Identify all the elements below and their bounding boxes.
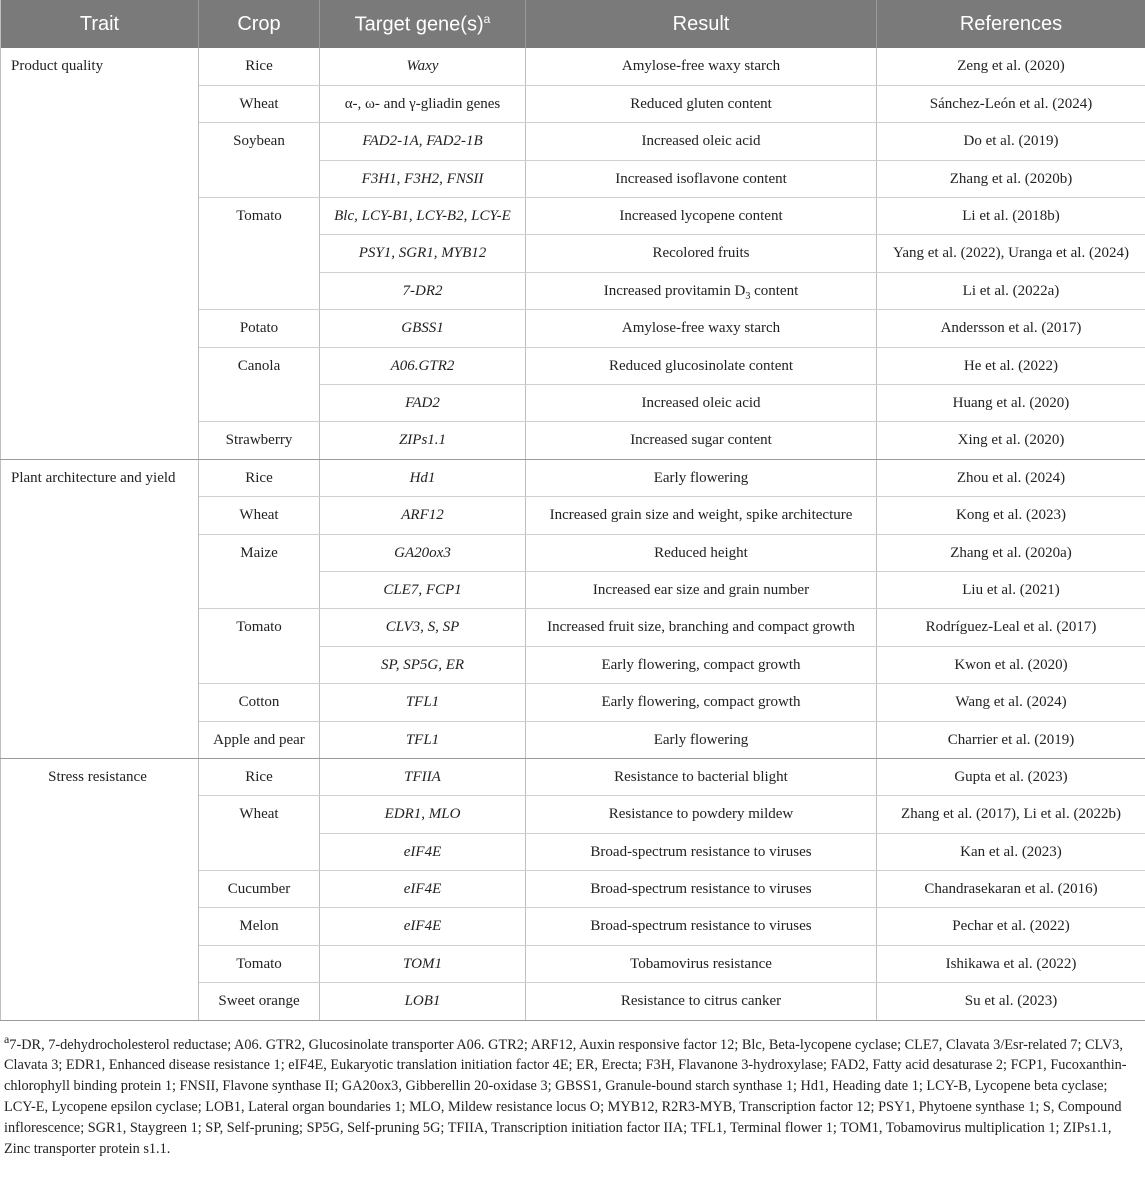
reference-cell: Zhou et al. (2024) bbox=[877, 459, 1145, 496]
crop-cell: Apple and pear bbox=[199, 721, 320, 758]
result-cell: Amylose-free waxy starch bbox=[526, 310, 877, 347]
gene-cell: 7-DR2 bbox=[320, 272, 526, 309]
gene-cell: FAD2-1A, FAD2-1B bbox=[320, 123, 526, 160]
reference-cell: Liu et al. (2021) bbox=[877, 571, 1145, 608]
gene-cell: eIF4E bbox=[320, 871, 526, 908]
crop-cell: Tomato bbox=[199, 609, 320, 684]
header-target-genes: Target $gene(s)^a$ bbox=[320, 0, 526, 48]
trait-cell: Product quality bbox=[1, 48, 199, 459]
result-cell: Broad-spectrum resistance to viruses bbox=[526, 833, 877, 870]
result-cell: Reduced gluten content bbox=[526, 85, 877, 122]
gene-cell: SP, SP5G, ER bbox=[320, 646, 526, 683]
reference-cell: Charrier et al. (2019) bbox=[877, 721, 1145, 758]
result-cell: Increased oleic acid bbox=[526, 385, 877, 422]
gene-cell: FAD2 bbox=[320, 385, 526, 422]
result-cell: Tobamovirus resistance bbox=[526, 945, 877, 982]
table-footnote bbox=[0, 1021, 1145, 1161]
crop-cell: Wheat bbox=[199, 796, 320, 871]
crop-cell: Melon bbox=[199, 908, 320, 945]
gene-cell: EDR1, MLO bbox=[320, 796, 526, 833]
result-cell: Reduced glucosinolate content bbox=[526, 347, 877, 384]
result-cell: Increased provitamin $D_3$ content bbox=[526, 272, 877, 309]
crop-cell: Cotton bbox=[199, 684, 320, 721]
gene-cell: GA20ox3 bbox=[320, 534, 526, 571]
crop-cell: Wheat bbox=[199, 85, 320, 122]
header-result: Result bbox=[526, 0, 877, 48]
reference-cell: Huang et al. (2020) bbox=[877, 385, 1145, 422]
result-cell: Resistance to citrus canker bbox=[526, 983, 877, 1020]
result-cell: Resistance to bacterial blight bbox=[526, 758, 877, 795]
trait-cell: Plant architecture and yield bbox=[1, 459, 199, 758]
result-cell: Resistance to powdery mildew bbox=[526, 796, 877, 833]
result-cell: Increased lycopene content bbox=[526, 198, 877, 235]
gene-cell: LOB1 bbox=[320, 983, 526, 1020]
gene-cell: ARF12 bbox=[320, 497, 526, 534]
reference-cell: Do et al. (2019) bbox=[877, 123, 1145, 160]
result-cell: Early flowering, compact growth bbox=[526, 684, 877, 721]
result-cell: Early flowering bbox=[526, 721, 877, 758]
crop-cell: Rice bbox=[199, 758, 320, 795]
crop-cell: Tomato bbox=[199, 198, 320, 310]
gene-cell: eIF4E bbox=[320, 833, 526, 870]
header-crop: Crop bbox=[199, 0, 320, 48]
reference-cell: Li et al. (2018b) bbox=[877, 198, 1145, 235]
crop-cell: Rice bbox=[199, 48, 320, 85]
result-cell: Reduced height bbox=[526, 534, 877, 571]
gene-cell: TOM1 bbox=[320, 945, 526, 982]
header-row bbox=[1, 0, 1145, 48]
crop-cell: Strawberry bbox=[199, 422, 320, 459]
gene-cell: α-, ω- and γ-gliadin genes bbox=[320, 85, 526, 122]
reference-cell: Ishikawa et al. (2022) bbox=[877, 945, 1145, 982]
gene-cell: PSY1, SGR1, MYB12 bbox=[320, 235, 526, 272]
reference-cell: Sánchez-León et al. (2024) bbox=[877, 85, 1145, 122]
crop-cell: Rice bbox=[199, 459, 320, 496]
reference-cell: Kan et al. (2023) bbox=[877, 833, 1145, 870]
result-cell: Broad-spectrum resistance to viruses bbox=[526, 908, 877, 945]
reference-cell: Chandrasekaran et al. (2016) bbox=[877, 871, 1145, 908]
reference-cell: Wang et al. (2024) bbox=[877, 684, 1145, 721]
reference-cell: Zeng et al. (2020) bbox=[877, 48, 1145, 85]
crop-cell: Potato bbox=[199, 310, 320, 347]
reference-cell: Zhang et al. (2020a) bbox=[877, 534, 1145, 571]
gene-cell: Hd1 bbox=[320, 459, 526, 496]
result-cell: Increased grain size and weight, spike architecture bbox=[526, 497, 877, 534]
footnote-marker: a bbox=[4, 1031, 10, 1046]
reference-cell: Su et al. (2023) bbox=[877, 983, 1145, 1020]
reference-cell: Xing et al. (2020) bbox=[877, 422, 1145, 459]
table-row bbox=[1, 758, 1145, 795]
reference-cell: Gupta et al. (2023) bbox=[877, 758, 1145, 795]
reference-cell: Yang et al. (2022), Uranga et al. (2024) bbox=[877, 235, 1145, 272]
reference-cell: Rodríguez-Leal et al. (2017) bbox=[877, 609, 1145, 646]
gene-cell: Waxy bbox=[320, 48, 526, 85]
reference-cell: Zhang et al. (2017), Li et al. (2022b) bbox=[877, 796, 1145, 833]
crop-cell: Canola bbox=[199, 347, 320, 422]
table-row bbox=[1, 48, 1145, 85]
reference-cell: Andersson et al. (2017) bbox=[877, 310, 1145, 347]
reference-cell: He et al. (2022) bbox=[877, 347, 1145, 384]
header-references: References bbox=[877, 0, 1145, 48]
gene-cell: F3H1, F3H2, FNSII bbox=[320, 160, 526, 197]
gene-cell: ZIPs1.1 bbox=[320, 422, 526, 459]
result-cell: Increased fruit size, branching and compact growth bbox=[526, 609, 877, 646]
crop-cell: Sweet orange bbox=[199, 983, 320, 1020]
result-cell: Increased oleic acid bbox=[526, 123, 877, 160]
header-trait: Trait bbox=[1, 0, 199, 48]
result-cell: Increased sugar content bbox=[526, 422, 877, 459]
result-cell: Early flowering, compact growth bbox=[526, 646, 877, 683]
result-cell: Early flowering bbox=[526, 459, 877, 496]
crop-cell: Soybean bbox=[199, 123, 320, 198]
gene-cell: CLE7, FCP1 bbox=[320, 571, 526, 608]
result-cell: Broad-spectrum resistance to viruses bbox=[526, 871, 877, 908]
reference-cell: Li et al. (2022a) bbox=[877, 272, 1145, 309]
reference-cell: Kwon et al. (2020) bbox=[877, 646, 1145, 683]
trait-cell: Stress resistance bbox=[1, 758, 199, 1020]
reference-cell: Pechar et al. (2022) bbox=[877, 908, 1145, 945]
crop-cell: Tomato bbox=[199, 945, 320, 982]
result-cell: Amylose-free waxy starch bbox=[526, 48, 877, 85]
crop-cell: Cucumber bbox=[199, 871, 320, 908]
gene-cell: CLV3, S, SP bbox=[320, 609, 526, 646]
gene-cell: TFIIA bbox=[320, 758, 526, 795]
crop-cell: Maize bbox=[199, 534, 320, 609]
footnote-text: 7-DR, 7-dehydrocholesterol reductase; A06. GTR2, Glucosinolate transporter A06. GTR2; ARF12, Auxin responsive factor 12; Blc, Beta-lycopene cyclase; CLE7, Clavata 3/Esr-related 7; CLV3, Clavata 3; EDR1, Enhanced disease resistance 1; eIF4E, Eukaryotic translation initiation factor 4E; ER, Erecta; F3H, Flavanone 3-hydroxylase; FAD2, Fatty acid desaturase 2; FCP1, Fucoxanthin-chlorophyll binding protein 1; FNSII, Flavone synthase II; GA20ox3, Gibberellin 20-oxidase 3; GBSS1, Granule-bound starch synthase 1; Hd1, Heading date 1; LCY-B, Lycopene beta cyclase; LCY-E, Lycopene epsilon cyclase; LOB1, Lateral organ boundaries 1; MLO, Mildew resistance locus O; MYB12, R2R3-MYB, Transcription factor 12; PSY1, Phytoene synthase 1; S, Compound inflorescence; SGR1, Staygreen 1; SP, Self-pruning; SP5G, Self-pruning 5G; TFIIA, Transcription initiation factor IIA; TFL1, Terminal flower 1; TOM1, Tobamovirus multiplication 1; ZIPs1.1, Zinc transporter protein s1.1. bbox=[4, 1036, 1127, 1158]
gene-cell: TFL1 bbox=[320, 684, 526, 721]
gene-cell: A06.GTR2 bbox=[320, 347, 526, 384]
result-cell: Increased isoflavone content bbox=[526, 160, 877, 197]
reference-cell: Zhang et al. (2020b) bbox=[877, 160, 1145, 197]
reference-cell: Kong et al. (2023) bbox=[877, 497, 1145, 534]
gene-cell: TFL1 bbox=[320, 721, 526, 758]
crop-cell: Wheat bbox=[199, 497, 320, 534]
result-cell: Increased ear size and grain number bbox=[526, 571, 877, 608]
result-cell: Recolored fruits bbox=[526, 235, 877, 272]
gene-cell: eIF4E bbox=[320, 908, 526, 945]
gene-cell: GBSS1 bbox=[320, 310, 526, 347]
gene-cell: Blc, LCY-B1, LCY-B2, LCY-E bbox=[320, 198, 526, 235]
table-row bbox=[1, 459, 1145, 496]
